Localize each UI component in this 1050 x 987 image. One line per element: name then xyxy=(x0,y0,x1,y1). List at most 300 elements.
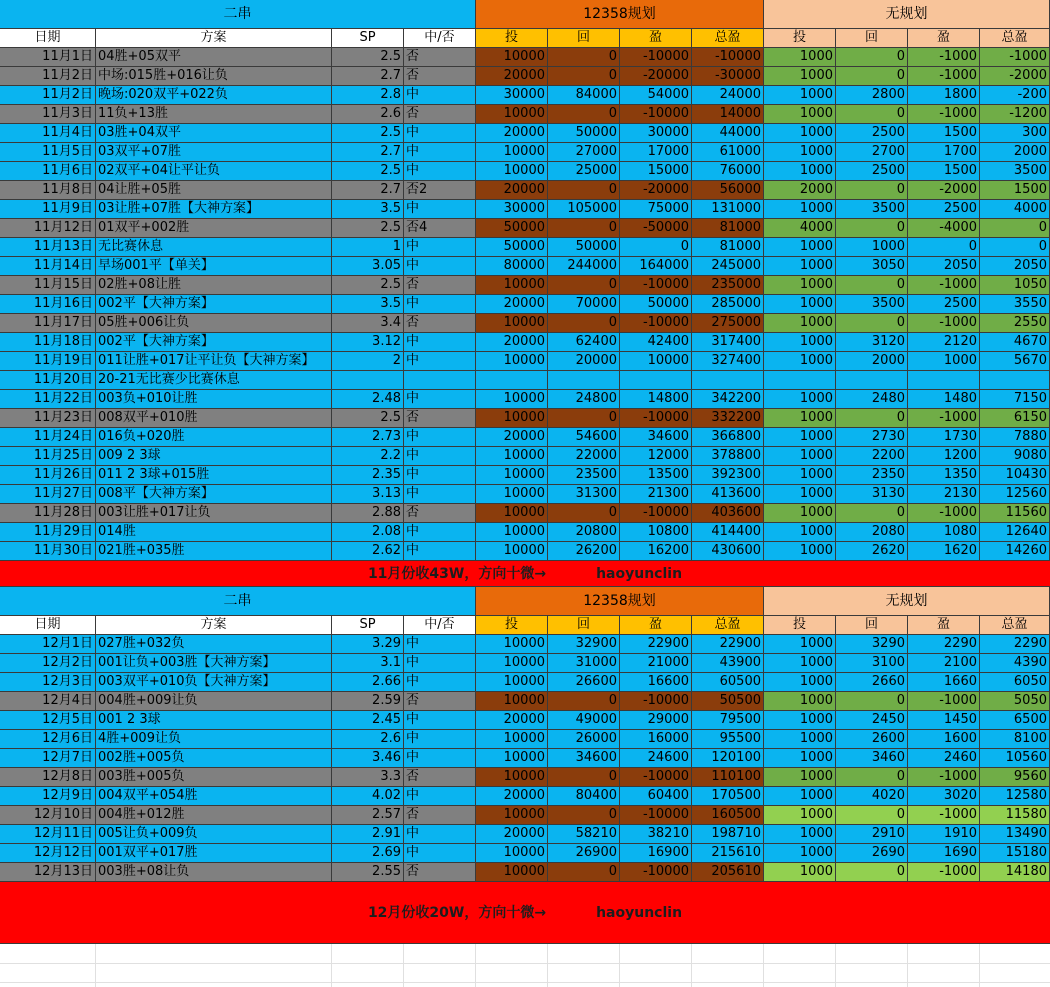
cell-stake1[interactable]: 10000 xyxy=(476,447,548,466)
cell-total1[interactable]: 44000 xyxy=(692,124,764,143)
cell-total2[interactable]: 5670 xyxy=(980,352,1050,371)
group-header-erchuan[interactable]: 二串 xyxy=(0,0,476,29)
cell-stake1[interactable]: 10000 xyxy=(476,863,548,882)
cell-return2[interactable]: 1000 xyxy=(836,238,908,257)
cell-profit2[interactable] xyxy=(908,371,980,390)
cell-sp[interactable]: 3.13 xyxy=(332,485,404,504)
cell-result[interactable]: 中 xyxy=(404,825,476,844)
cell-profit1[interactable]: -10000 xyxy=(620,768,692,787)
cell-plan[interactable]: 05胜+006让负 xyxy=(96,314,332,333)
cell-stake2[interactable]: 1000 xyxy=(764,295,836,314)
cell-return1[interactable]: 26900 xyxy=(548,844,620,863)
cell-total2[interactable]: 12640 xyxy=(980,523,1050,542)
cell-result[interactable]: 中 xyxy=(404,730,476,749)
cell-profit1[interactable]: 60400 xyxy=(620,787,692,806)
cell-total2[interactable]: -2000 xyxy=(980,67,1050,86)
cell-total1[interactable]: -30000 xyxy=(692,67,764,86)
cell-date[interactable]: 11月29日 xyxy=(0,523,96,542)
cell-total2[interactable]: 300 xyxy=(980,124,1050,143)
cell-profit1[interactable]: 14800 xyxy=(620,390,692,409)
cell-plan[interactable]: 003负+010让胜 xyxy=(96,390,332,409)
cell-stake1[interactable]: 10000 xyxy=(476,390,548,409)
cell-plan[interactable]: 02双平+04让平让负 xyxy=(96,162,332,181)
cell-return1[interactable]: 0 xyxy=(548,219,620,238)
cell-profit1[interactable]: 38210 xyxy=(620,825,692,844)
cell-total2[interactable]: 11580 xyxy=(980,806,1050,825)
cell-return1[interactable]: 0 xyxy=(548,692,620,711)
group-header-12358[interactable]: 12358规划 xyxy=(476,587,764,616)
cell-total1[interactable]: 131000 xyxy=(692,200,764,219)
cell-date[interactable]: 11月27日 xyxy=(0,485,96,504)
cell-date[interactable]: 12月13日 xyxy=(0,863,96,882)
cell-stake2[interactable]: 1000 xyxy=(764,105,836,124)
cell-return2[interactable]: 3290 xyxy=(836,635,908,654)
col-header-result[interactable]: 中/否 xyxy=(404,616,476,635)
cell-plan[interactable]: 001让负+003胜【大神方案】 xyxy=(96,654,332,673)
cell-stake1[interactable]: 10000 xyxy=(476,162,548,181)
cell-sp[interactable]: 2.8 xyxy=(332,86,404,105)
cell-stake1[interactable]: 50000 xyxy=(476,238,548,257)
cell-total2[interactable]: 3500 xyxy=(980,162,1050,181)
cell-stake2[interactable]: 1000 xyxy=(764,749,836,768)
cell-return2[interactable] xyxy=(836,371,908,390)
cell-stake1[interactable]: 10000 xyxy=(476,844,548,863)
cell-result[interactable]: 中 xyxy=(404,466,476,485)
cell-plan[interactable]: 004胜+009让负 xyxy=(96,692,332,711)
cell-stake2[interactable]: 1000 xyxy=(764,692,836,711)
cell-result[interactable]: 中 xyxy=(404,390,476,409)
cell-stake1[interactable]: 20000 xyxy=(476,295,548,314)
cell-stake1[interactable] xyxy=(476,371,548,390)
cell-total1[interactable]: 327400 xyxy=(692,352,764,371)
cell-total2[interactable]: 8100 xyxy=(980,730,1050,749)
cell-stake1[interactable]: 30000 xyxy=(476,200,548,219)
cell-plan[interactable]: 03让胜+07胜【大神方案】 xyxy=(96,200,332,219)
cell-profit1[interactable]: 42400 xyxy=(620,333,692,352)
cell-date[interactable]: 11月5日 xyxy=(0,143,96,162)
cell-return1[interactable]: 58210 xyxy=(548,825,620,844)
cell-plan[interactable]: 03双平+07胜 xyxy=(96,143,332,162)
cell-profit1[interactable]: 10800 xyxy=(620,523,692,542)
cell-total2[interactable]: 4000 xyxy=(980,200,1050,219)
cell-plan[interactable]: 008双平+010胜 xyxy=(96,409,332,428)
cell-plan[interactable]: 4胜+009让负 xyxy=(96,730,332,749)
cell-profit1[interactable]: 75000 xyxy=(620,200,692,219)
cell-total1[interactable]: 275000 xyxy=(692,314,764,333)
cell-profit1[interactable]: 0 xyxy=(620,238,692,257)
cell-date[interactable]: 11月17日 xyxy=(0,314,96,333)
cell-date[interactable]: 11月24日 xyxy=(0,428,96,447)
cell-date[interactable]: 12月4日 xyxy=(0,692,96,711)
cell-stake2[interactable]: 1000 xyxy=(764,428,836,447)
col-header-profit1[interactable]: 盈 xyxy=(620,616,692,635)
cell-stake1[interactable]: 10000 xyxy=(476,504,548,523)
cell-result[interactable]: 中 xyxy=(404,447,476,466)
cell-stake1[interactable]: 10000 xyxy=(476,485,548,504)
cell-profit2[interactable]: 2100 xyxy=(908,654,980,673)
cell-return1[interactable]: 26200 xyxy=(548,542,620,561)
cell-total1[interactable]: 414400 xyxy=(692,523,764,542)
cell-total2[interactable]: -1000 xyxy=(980,48,1050,67)
cell-return1[interactable]: 31000 xyxy=(548,654,620,673)
cell-return2[interactable]: 2480 xyxy=(836,390,908,409)
cell-stake2[interactable]: 1000 xyxy=(764,523,836,542)
cell-date[interactable]: 12月11日 xyxy=(0,825,96,844)
cell-total1[interactable]: 43900 xyxy=(692,654,764,673)
cell-return1[interactable]: 105000 xyxy=(548,200,620,219)
cell-stake1[interactable]: 20000 xyxy=(476,333,548,352)
cell-total1[interactable]: 332200 xyxy=(692,409,764,428)
cell-date[interactable]: 11月18日 xyxy=(0,333,96,352)
col-header-total2[interactable]: 总盈 xyxy=(980,616,1050,635)
cell-stake2[interactable]: 1000 xyxy=(764,504,836,523)
cell-date[interactable]: 11月3日 xyxy=(0,105,96,124)
cell-return2[interactable]: 2500 xyxy=(836,162,908,181)
cell-stake1[interactable]: 20000 xyxy=(476,428,548,447)
cell-return2[interactable]: 3120 xyxy=(836,333,908,352)
cell-plan[interactable]: 002胜+005负 xyxy=(96,749,332,768)
cell-profit1[interactable]: 12000 xyxy=(620,447,692,466)
cell-return2[interactable]: 0 xyxy=(836,67,908,86)
cell-total1[interactable]: 413600 xyxy=(692,485,764,504)
cell-stake2[interactable]: 1000 xyxy=(764,825,836,844)
group-header-noplan[interactable]: 无规划 xyxy=(764,587,1050,616)
cell-stake2[interactable]: 1000 xyxy=(764,276,836,295)
cell-stake1[interactable]: 10000 xyxy=(476,768,548,787)
cell-total1[interactable]: 366800 xyxy=(692,428,764,447)
cell-return1[interactable]: 26600 xyxy=(548,673,620,692)
cell-date[interactable]: 11月25日 xyxy=(0,447,96,466)
cell-stake1[interactable]: 10000 xyxy=(476,542,548,561)
cell-stake1[interactable]: 10000 xyxy=(476,654,548,673)
cell-return2[interactable]: 0 xyxy=(836,276,908,295)
cell-plan[interactable]: 027胜+032负 xyxy=(96,635,332,654)
cell-return2[interactable]: 3100 xyxy=(836,654,908,673)
cell-total2[interactable]: 11560 xyxy=(980,504,1050,523)
cell-sp[interactable]: 3.05 xyxy=(332,257,404,276)
cell-return2[interactable]: 3500 xyxy=(836,295,908,314)
col-header-result[interactable]: 中/否 xyxy=(404,29,476,48)
cell-profit2[interactable]: 1450 xyxy=(908,711,980,730)
cell-date[interactable]: 11月9日 xyxy=(0,200,96,219)
cell-profit1[interactable]: -20000 xyxy=(620,67,692,86)
cell-stake2[interactable]: 1000 xyxy=(764,466,836,485)
cell-total1[interactable]: 285000 xyxy=(692,295,764,314)
cell-result[interactable]: 否4 xyxy=(404,219,476,238)
cell-stake1[interactable]: 10000 xyxy=(476,673,548,692)
cell-stake2[interactable]: 4000 xyxy=(764,219,836,238)
cell-date[interactable]: 12月6日 xyxy=(0,730,96,749)
cell-stake1[interactable]: 10000 xyxy=(476,749,548,768)
cell-date[interactable]: 11月2日 xyxy=(0,86,96,105)
cell-profit1[interactable]: 21300 xyxy=(620,485,692,504)
cell-sp[interactable]: 2.7 xyxy=(332,181,404,200)
cell-result[interactable]: 中 xyxy=(404,333,476,352)
cell-profit2[interactable]: 1350 xyxy=(908,466,980,485)
cell-date[interactable]: 11月6日 xyxy=(0,162,96,181)
cell-return1[interactable]: 0 xyxy=(548,181,620,200)
col-header-profit1[interactable]: 盈 xyxy=(620,29,692,48)
cell-stake1[interactable]: 10000 xyxy=(476,730,548,749)
cell-profit2[interactable]: 0 xyxy=(908,238,980,257)
cell-stake2[interactable]: 1000 xyxy=(764,635,836,654)
cell-sp[interactable]: 2.69 xyxy=(332,844,404,863)
cell-total2[interactable]: 13490 xyxy=(980,825,1050,844)
cell-sp[interactable]: 3.5 xyxy=(332,200,404,219)
cell-total1[interactable]: 60500 xyxy=(692,673,764,692)
cell-return2[interactable]: 3050 xyxy=(836,257,908,276)
cell-profit2[interactable]: 1600 xyxy=(908,730,980,749)
cell-profit2[interactable]: 1080 xyxy=(908,523,980,542)
cell-result[interactable]: 否 xyxy=(404,504,476,523)
cell-total1[interactable]: 79500 xyxy=(692,711,764,730)
cell-stake2[interactable]: 2000 xyxy=(764,181,836,200)
cell-result[interactable]: 中 xyxy=(404,200,476,219)
cell-plan[interactable]: 021胜+035胜 xyxy=(96,542,332,561)
cell-stake2[interactable]: 1000 xyxy=(764,238,836,257)
cell-total1[interactable] xyxy=(692,371,764,390)
cell-total2[interactable]: 14260 xyxy=(980,542,1050,561)
cell-total1[interactable]: 24000 xyxy=(692,86,764,105)
cell-result[interactable]: 中 xyxy=(404,654,476,673)
cell-total1[interactable]: 22900 xyxy=(692,635,764,654)
cell-result[interactable]: 中 xyxy=(404,485,476,504)
cell-date[interactable]: 11月16日 xyxy=(0,295,96,314)
cell-profit1[interactable]: -50000 xyxy=(620,219,692,238)
cell-result[interactable]: 否 xyxy=(404,48,476,67)
cell-result[interactable]: 否 xyxy=(404,409,476,428)
cell-return2[interactable]: 2800 xyxy=(836,86,908,105)
col-header-stake2[interactable]: 投 xyxy=(764,29,836,48)
cell-plan[interactable]: 008平【大神方案】 xyxy=(96,485,332,504)
cell-return2[interactable]: 0 xyxy=(836,692,908,711)
cell-total1[interactable]: 81000 xyxy=(692,219,764,238)
cell-sp[interactable]: 2.35 xyxy=(332,466,404,485)
cell-return2[interactable]: 2600 xyxy=(836,730,908,749)
cell-stake2[interactable]: 1000 xyxy=(764,711,836,730)
cell-profit2[interactable]: -1000 xyxy=(908,806,980,825)
cell-return2[interactable]: 0 xyxy=(836,806,908,825)
cell-return2[interactable]: 2350 xyxy=(836,466,908,485)
cell-stake2[interactable]: 1000 xyxy=(764,257,836,276)
col-header-date[interactable]: 日期 xyxy=(0,616,96,635)
cell-stake1[interactable]: 10000 xyxy=(476,48,548,67)
cell-profit2[interactable]: 1000 xyxy=(908,352,980,371)
cell-plan[interactable]: 03胜+04双平 xyxy=(96,124,332,143)
cell-total1[interactable]: 14000 xyxy=(692,105,764,124)
cell-profit1[interactable]: -10000 xyxy=(620,409,692,428)
cell-profit1[interactable]: 22900 xyxy=(620,635,692,654)
group-header-noplan[interactable]: 无规划 xyxy=(764,0,1050,29)
cell-profit2[interactable]: 1660 xyxy=(908,673,980,692)
cell-result[interactable]: 中 xyxy=(404,257,476,276)
cell-sp[interactable]: 2.59 xyxy=(332,692,404,711)
cell-sp[interactable]: 2 xyxy=(332,352,404,371)
cell-date[interactable]: 12月7日 xyxy=(0,749,96,768)
cell-total1[interactable]: 95500 xyxy=(692,730,764,749)
cell-return2[interactable]: 0 xyxy=(836,314,908,333)
cell-date[interactable]: 12月2日 xyxy=(0,654,96,673)
cell-total1[interactable]: 61000 xyxy=(692,143,764,162)
cell-total2[interactable]: 10560 xyxy=(980,749,1050,768)
cell-result[interactable]: 中 xyxy=(404,143,476,162)
cell-profit2[interactable]: -2000 xyxy=(908,181,980,200)
cell-return1[interactable]: 26000 xyxy=(548,730,620,749)
cell-date[interactable]: 11月30日 xyxy=(0,542,96,561)
cell-sp[interactable]: 2.6 xyxy=(332,730,404,749)
cell-result[interactable] xyxy=(404,371,476,390)
cell-plan[interactable]: 001双平+017胜 xyxy=(96,844,332,863)
cell-return1[interactable]: 24800 xyxy=(548,390,620,409)
cell-plan[interactable]: 011让胜+017让平让负【大神方案】 xyxy=(96,352,332,371)
cell-return1[interactable]: 0 xyxy=(548,48,620,67)
cell-plan[interactable]: 04胜+05双平 xyxy=(96,48,332,67)
cell-return1[interactable]: 0 xyxy=(548,504,620,523)
cell-stake2[interactable]: 1000 xyxy=(764,673,836,692)
cell-profit2[interactable]: -1000 xyxy=(908,67,980,86)
cell-plan[interactable]: 002平【大神方案】 xyxy=(96,333,332,352)
cell-date[interactable]: 11月22日 xyxy=(0,390,96,409)
cell-return1[interactable]: 0 xyxy=(548,409,620,428)
cell-sp[interactable]: 2.5 xyxy=(332,219,404,238)
cell-date[interactable]: 12月9日 xyxy=(0,787,96,806)
cell-profit1[interactable]: 16600 xyxy=(620,673,692,692)
cell-result[interactable]: 中 xyxy=(404,238,476,257)
cell-return1[interactable]: 20800 xyxy=(548,523,620,542)
cell-sp[interactable]: 2.62 xyxy=(332,542,404,561)
cell-profit1[interactable]: -10000 xyxy=(620,692,692,711)
cell-stake2[interactable]: 1000 xyxy=(764,314,836,333)
cell-return1[interactable]: 31300 xyxy=(548,485,620,504)
cell-profit1[interactable]: -10000 xyxy=(620,863,692,882)
cell-sp[interactable]: 2.7 xyxy=(332,143,404,162)
cell-return1[interactable]: 54600 xyxy=(548,428,620,447)
cell-profit2[interactable]: -1000 xyxy=(908,409,980,428)
cell-sp[interactable]: 2.45 xyxy=(332,711,404,730)
cell-sp[interactable]: 1 xyxy=(332,238,404,257)
cell-return1[interactable]: 22000 xyxy=(548,447,620,466)
col-header-plan[interactable]: 方案 xyxy=(96,616,332,635)
cell-sp[interactable]: 2.5 xyxy=(332,162,404,181)
cell-return1[interactable]: 84000 xyxy=(548,86,620,105)
cell-total2[interactable]: 2050 xyxy=(980,257,1050,276)
cell-profit2[interactable]: 1480 xyxy=(908,390,980,409)
cell-profit2[interactable]: -1000 xyxy=(908,105,980,124)
cell-date[interactable]: 11月28日 xyxy=(0,504,96,523)
cell-stake2[interactable]: 1000 xyxy=(764,333,836,352)
cell-total2[interactable]: 12580 xyxy=(980,787,1050,806)
cell-sp[interactable]: 2.88 xyxy=(332,504,404,523)
cell-date[interactable]: 11月14日 xyxy=(0,257,96,276)
cell-profit1[interactable]: 50000 xyxy=(620,295,692,314)
cell-stake1[interactable]: 10000 xyxy=(476,466,548,485)
cell-plan[interactable]: 005让负+009负 xyxy=(96,825,332,844)
cell-stake1[interactable]: 10000 xyxy=(476,314,548,333)
cell-plan[interactable]: 001 2 3球 xyxy=(96,711,332,730)
cell-profit2[interactable]: 1500 xyxy=(908,124,980,143)
cell-profit1[interactable]: 21000 xyxy=(620,654,692,673)
cell-date[interactable]: 12月12日 xyxy=(0,844,96,863)
cell-total1[interactable]: 160500 xyxy=(692,806,764,825)
cell-sp[interactable]: 3.46 xyxy=(332,749,404,768)
col-header-return2[interactable]: 回 xyxy=(836,616,908,635)
cell-stake1[interactable]: 20000 xyxy=(476,711,548,730)
col-header-total1[interactable]: 总盈 xyxy=(692,29,764,48)
cell-profit1[interactable]: 34600 xyxy=(620,428,692,447)
cell-result[interactable]: 中 xyxy=(404,844,476,863)
cell-total1[interactable]: 430600 xyxy=(692,542,764,561)
cell-stake1[interactable]: 50000 xyxy=(476,219,548,238)
cell-date[interactable]: 12月5日 xyxy=(0,711,96,730)
cell-return1[interactable]: 0 xyxy=(548,105,620,124)
cell-total2[interactable]: 3550 xyxy=(980,295,1050,314)
cell-sp[interactable]: 2.55 xyxy=(332,863,404,882)
cell-return1[interactable]: 0 xyxy=(548,276,620,295)
cell-return1[interactable]: 50000 xyxy=(548,124,620,143)
cell-date[interactable]: 11月15日 xyxy=(0,276,96,295)
cell-result[interactable]: 否 xyxy=(404,314,476,333)
cell-profit1[interactable]: -10000 xyxy=(620,276,692,295)
cell-total2[interactable]: 2000 xyxy=(980,143,1050,162)
cell-plan[interactable]: 中场:015胜+016让负 xyxy=(96,67,332,86)
col-header-return2[interactable]: 回 xyxy=(836,29,908,48)
cell-date[interactable]: 11月13日 xyxy=(0,238,96,257)
cell-plan[interactable]: 014胜 xyxy=(96,523,332,542)
cell-return2[interactable]: 2730 xyxy=(836,428,908,447)
cell-profit1[interactable]: -10000 xyxy=(620,48,692,67)
col-header-date[interactable]: 日期 xyxy=(0,29,96,48)
cell-stake2[interactable]: 1000 xyxy=(764,542,836,561)
cell-profit2[interactable]: 1800 xyxy=(908,86,980,105)
cell-total2[interactable]: 9080 xyxy=(980,447,1050,466)
cell-date[interactable]: 12月3日 xyxy=(0,673,96,692)
cell-profit1[interactable]: 54000 xyxy=(620,86,692,105)
cell-total1[interactable]: 76000 xyxy=(692,162,764,181)
cell-profit1[interactable]: 30000 xyxy=(620,124,692,143)
cell-plan[interactable]: 02胜+08让胜 xyxy=(96,276,332,295)
cell-total2[interactable]: 14180 xyxy=(980,863,1050,882)
cell-plan[interactable]: 009 2 3球 xyxy=(96,447,332,466)
cell-plan[interactable]: 无比赛休息 xyxy=(96,238,332,257)
cell-total2[interactable]: 6500 xyxy=(980,711,1050,730)
cell-date[interactable]: 11月8日 xyxy=(0,181,96,200)
cell-date[interactable]: 11月23日 xyxy=(0,409,96,428)
cell-stake1[interactable]: 10000 xyxy=(476,523,548,542)
cell-plan[interactable]: 11负+13胜 xyxy=(96,105,332,124)
cell-profit2[interactable]: 1200 xyxy=(908,447,980,466)
cell-return1[interactable]: 25000 xyxy=(548,162,620,181)
cell-total1[interactable]: 378800 xyxy=(692,447,764,466)
cell-return2[interactable]: 0 xyxy=(836,768,908,787)
cell-return2[interactable]: 2500 xyxy=(836,124,908,143)
cell-result[interactable]: 否 xyxy=(404,67,476,86)
cell-profit1[interactable]: 10000 xyxy=(620,352,692,371)
cell-plan[interactable]: 003双平+010负【大神方案】 xyxy=(96,673,332,692)
cell-profit1[interactable]: -10000 xyxy=(620,504,692,523)
cell-date[interactable]: 11月4日 xyxy=(0,124,96,143)
cell-return1[interactable]: 70000 xyxy=(548,295,620,314)
cell-profit2[interactable]: -1000 xyxy=(908,504,980,523)
cell-sp[interactable]: 2.57 xyxy=(332,806,404,825)
cell-total2[interactable]: 15180 xyxy=(980,844,1050,863)
cell-stake1[interactable]: 10000 xyxy=(476,692,548,711)
cell-result[interactable]: 中 xyxy=(404,749,476,768)
cell-sp[interactable]: 3.4 xyxy=(332,314,404,333)
cell-profit1[interactable]: 16000 xyxy=(620,730,692,749)
cell-sp[interactable]: 4.02 xyxy=(332,787,404,806)
cell-stake2[interactable]: 1000 xyxy=(764,409,836,428)
cell-plan[interactable]: 20-21无比赛少比赛休息 xyxy=(96,371,332,390)
